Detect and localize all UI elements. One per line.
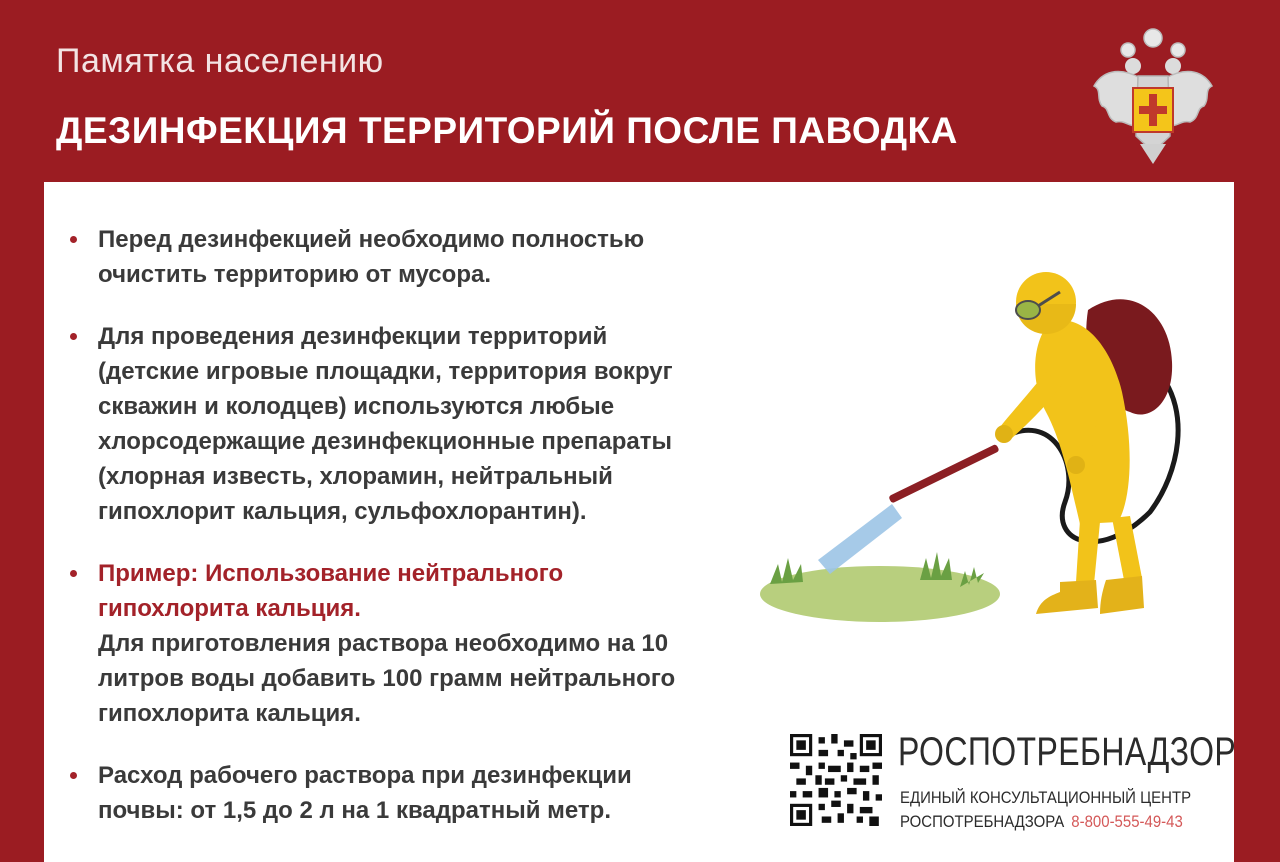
bullet-dot-icon [70, 772, 77, 779]
bullet-line: гипохлорит кальция, сульфохлорантин). [98, 498, 587, 525]
hotline-phone: 8-800-555-49-43 [1071, 812, 1183, 831]
page-title: ДЕЗИНФЕКЦИЯ ТЕРРИТОРИЙ ПОСЛЕ ПАВОДКА [56, 110, 958, 151]
bullet-line: Перед дезинфекцией необходимо полностью [98, 226, 645, 253]
brand-name: РОСПОТРЕБНАДЗОР [898, 730, 1237, 774]
example-heading: Пример: Использование нейтрального [98, 560, 564, 587]
consult-center-line: ЕДИНЫЙ КОНСУЛЬТАЦИОННЫЙ ЦЕНТР [900, 788, 1192, 807]
bullet-item [58, 758, 778, 828]
consult-center-name: РОСПОТРЕБНАДЗОРА [900, 812, 1065, 831]
bullet-dot-icon [70, 570, 77, 577]
bullet-line: гипохлорита кальция. [98, 700, 361, 727]
bullet-line: (детские игровые площадки, территория вокруг [98, 358, 673, 385]
bullet-line: Для приготовления раствора необходимо на 10 [98, 630, 669, 657]
bullet-line: Для проведения дезинфекции территорий [98, 323, 608, 350]
bullet-dot-icon [70, 236, 77, 243]
bullet-line: очистить территорию от мусора. [98, 261, 491, 288]
kicker: Памятка населению [56, 42, 384, 80]
consult-center-line-2 [900, 812, 1183, 832]
qr-code-icon [790, 734, 882, 826]
bullet-line: хлорсодержащие дезинфекционные препараты [98, 428, 672, 455]
bullet-item [58, 319, 778, 529]
bullet-item [58, 556, 778, 731]
bullet-item [58, 222, 778, 292]
footer-brand [790, 730, 1237, 840]
bullet-line: Расход рабочего раствора при дезинфекции [98, 762, 632, 789]
bullet-list [58, 222, 778, 855]
coat-of-arms-icon [1088, 26, 1218, 166]
bullet-line: скважин и колодцев) используются любые [98, 393, 615, 420]
bullet-line: литров воды добавить 100 грамм нейтрального [98, 665, 676, 692]
bullet-line: почвы: от 1,5 до 2 л на 1 квадратный метр. [98, 797, 612, 824]
bullet-line: (хлорная известь, хлорамин, нейтральный [98, 463, 613, 490]
example-heading: гипохлорита кальция. [98, 595, 361, 622]
hazmat-worker-spraying-illustration [750, 262, 1220, 642]
header [0, 0, 1280, 180]
bullet-dot-icon [70, 333, 77, 340]
